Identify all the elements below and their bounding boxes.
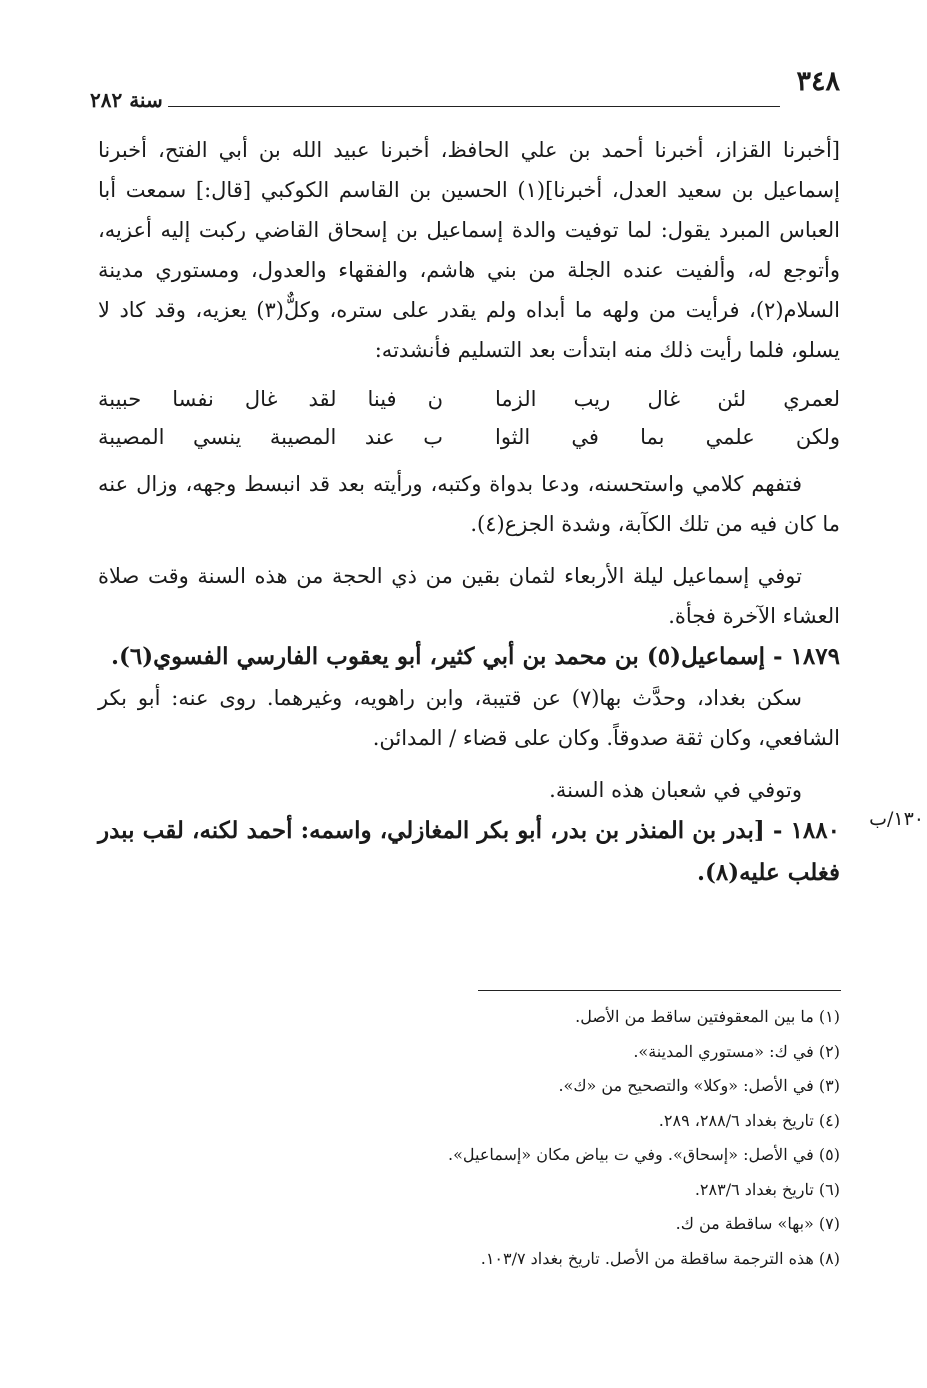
entry-title: - [بدر بن المنذر بن بدر، أبو بكر المغازلي، واسمه: أحمد لكنه، لقب ببدر فغلب عليه(٨). — [98, 817, 840, 886]
poem-verse — [98, 418, 840, 456]
page-number: ٣٤٨ — [796, 66, 840, 97]
main-text — [98, 130, 840, 894]
footnote: (٥) في الأصل: «إسحاق». وفي ت بياض مكان «إسماعيل». — [448, 1145, 840, 1164]
poem-verse — [98, 380, 840, 418]
footnote: (٦) تاريخ بغداد ٢٨٣/٦. — [694, 1179, 840, 1199]
paragraph: سكن بغداد، وحدَّث بها(٧) عن قتيبة، وابن راهويه، وغيرهما. روى عنه: أبو بكر الشافعي، وكان ثقة صدوقاً. وكان على قضاء / المدائن. — [98, 686, 840, 750]
narrative-paragraph: [أخبرنا القزاز، أخبرنا أحمد بن علي الحافظ، أخبرنا عبيد الله بن أبي الفتح، أخبرنا إسماعيل بن سعيد العدل، أخبرنا](١) الحسين بن القاسم الكوكبي [قال:] سمعت أبا العباس المبرد يقول: لما توفيت والدة إسماعيل بن إسحاق القاضي ركبت إليه أعزيه، وأتوجع له، وألفيت عنده الجلة من بني هاشم، والفقهاء والعدول، ومستوري مدينة السلام(٢)، فرأيت من ولهه ما أبداه ولم يقدر على ستره، وكلٌّ(٣) يعزيه، وقد كاد لا يسلو، فلما رأيت ذلك منه ابتدأت بعد التسليم فأنشدته: — [98, 138, 841, 362]
paragraph: توفي إسماعيل ليلة الأربعاء لثمان بقين من ذي الحجة من هذه السنة وقت صلاة العشاء الآخرة فجأة. — [98, 564, 840, 628]
paragraph: وتوفي في شعبان هذه السنة. — [549, 778, 802, 802]
footnote: (٣) في الأصل: «وكلا» والتصحيح من «ك». — [558, 1076, 840, 1095]
entry-title: - إسماعيل(٥) بن محمد بن أبي كثير، أبو يعقوب الفارسي الفسوي(٦). — [111, 643, 783, 670]
entry-number: ١٨٧٩ — [790, 643, 840, 670]
poem — [98, 380, 840, 456]
verse-first-hemistich: لعمري لئن غال ريب الزما — [495, 387, 840, 411]
header-rule — [168, 106, 780, 107]
footnotes — [200, 1000, 840, 1276]
entry-heading-1880 — [98, 810, 840, 894]
entry-heading-1879 — [98, 636, 840, 678]
entry-number: ١٨٨٠ — [790, 817, 840, 844]
manuscript-folio-note: ١٣٠/ب — [869, 808, 924, 830]
paragraph: فتفهم كلامي واستحسنه، ودعا بدواة وكتبه، ورأيته بعد قد انبسط وجهه، وزال عنه ما كان فيه من تلك الكآبة، وشدة الجزع(٤). — [98, 472, 840, 536]
verse-second-hemistich: ن فينا لقد غال نفسا حبيبة — [98, 387, 443, 411]
footnote: (٤) تاريخ بغداد ٢٨٨/٦، ٢٨٩. — [658, 1110, 840, 1130]
footnote-rule — [478, 990, 841, 991]
verse-second-hemistich: ب عند المصيبة ينسي المصيبة — [98, 425, 443, 449]
year-label: سنة ٢٨٢ — [90, 88, 163, 112]
footnote: (٨) هذه الترجمة ساقطة من الأصل. تاريخ بغداد ١٠٣/٧. — [480, 1248, 840, 1268]
verse-first-hemistich: ولكن علمي بما في الثوا — [495, 425, 840, 449]
footnote: (١) ما بين المعقوفتين ساقط من الأصل. — [575, 1007, 840, 1026]
footnote: (٧) «بها» ساقطة من ك. — [675, 1214, 840, 1233]
footnote: (٢) في ك: «مستوري المدينة». — [633, 1041, 840, 1061]
page-header — [90, 66, 840, 116]
